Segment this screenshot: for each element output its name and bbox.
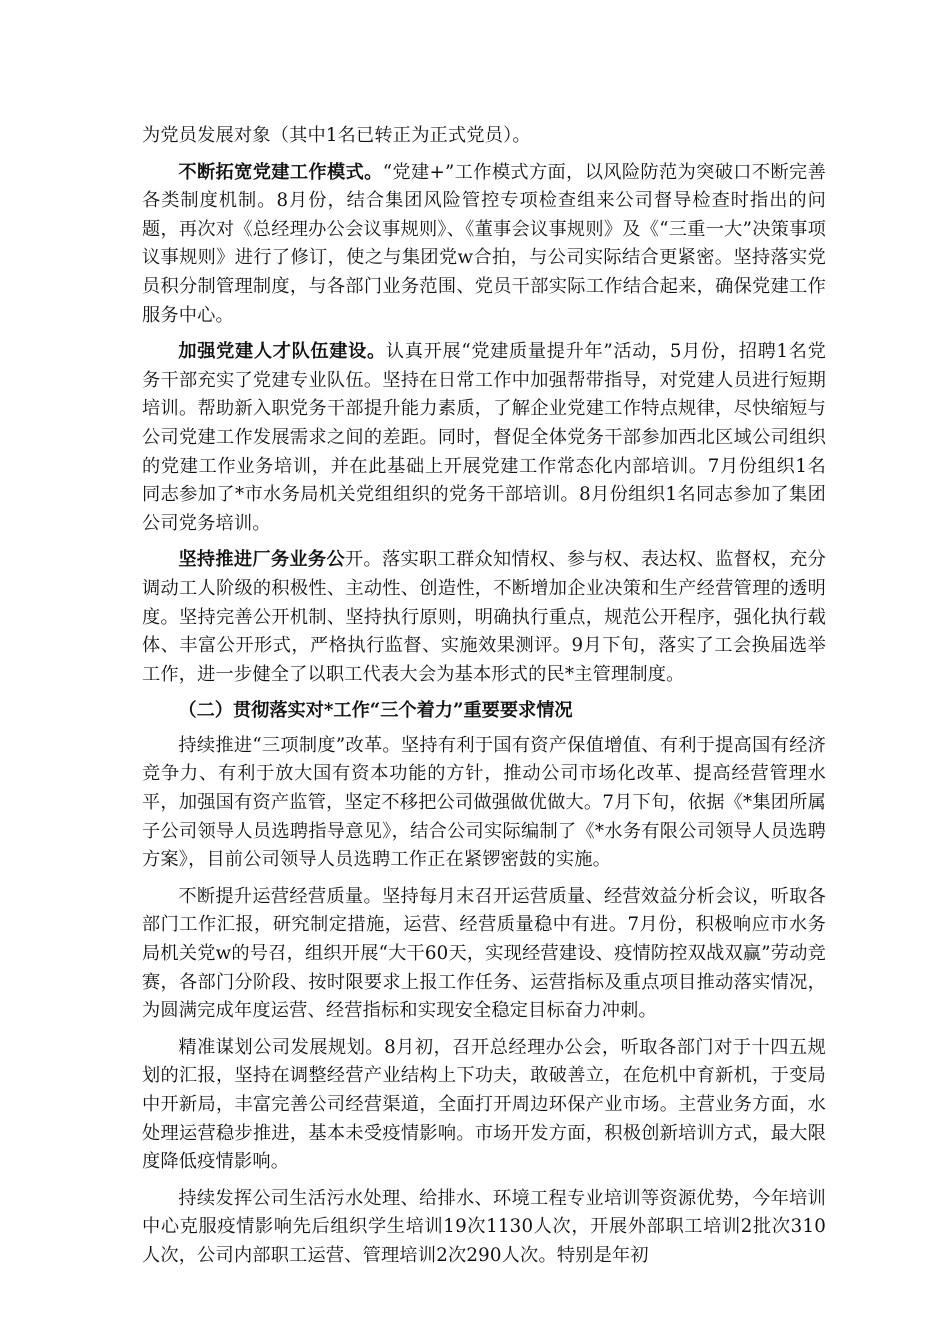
paragraph-lead: 加强党建人才队伍建设。	[178, 341, 386, 363]
paragraph-party-work-mode	[142, 159, 826, 331]
paragraph-party-talent	[142, 338, 826, 538]
paragraph-text: 开。落实职工群众知情权、参与权、表达权、监督权，充分调动工人阶级的积极性、主动性、创造性，不断增加企业决策和生产经营管理的透明度。坚持完善公开机制、坚持执行原则，明确执行重点，规范公开程序，强化执行载体、丰富公开形式，严格执行监督、实施效果测评。9月下旬，落实了工会换届选举工作，进一步健全了以职工代表大会为基本形式的民*主管理制度。	[142, 549, 826, 685]
paragraph-continuation	[142, 122, 826, 151]
paragraph-affairs-disclosure	[142, 546, 826, 689]
paragraph-text: 不断提升运营经营质量。坚持每月末召开运营质量、经营效益分析会议，听取各部门工作汇报，研究制定措施，运营、经营质量稳中有进。7月份，积极响应市水务局机关党w的号召，组织开展“大干60天，实现经营建设、疫情防控双战双赢”劳动竞赛，各部门分阶段、按时限要求上报工作任务、运营指标及重点项目推动落实情况，为圆满完成年度运营、经营指标和实现安全稳定目标奋力冲刺。	[142, 885, 826, 1022]
document-page	[142, 122, 826, 1279]
paragraph-text: 为党员发展对象（其中1名已转正为正式党员）。	[142, 125, 531, 146]
paragraph-operation-quality	[142, 883, 826, 1026]
paragraph-lead: 不断拓宽党建工作模式。	[178, 161, 383, 183]
paragraph-development-plan	[142, 1034, 826, 1177]
paragraph-text: 认真开展“党建质量提升年”活动，5月份，招聘1名党务干部充实了党建专业队伍。坚持在日常工作中加强帮带指导，对党建人员进行短期培训。帮助新入职党务干部提升能力素质，了解企业党建工作特点规律，尽快缩短与公司党建工作发展需求之间的差距。同时，督促全体党务干部参加西北区域公司组织的党建工作业务培训，并在此基础上开展党建工作常态化内部培训。7月份组织1名同志参加了*市水务局机关党组组织的党务干部培训。8月份组织1名同志参加了集团公司党务培训。	[142, 341, 826, 534]
paragraph-training-resources	[142, 1185, 826, 1271]
section-heading: （二）贯彻落实对*工作“三个着力”重要要求情况	[178, 700, 573, 722]
paragraph-lead: 坚持推进厂务业务公	[178, 549, 345, 571]
paragraph-three-systems-reform	[142, 732, 826, 875]
paragraph-text: 精准谋划公司发展规划。8月初，召开总经理办公会，听取各部门对于十四五规划的汇报，坚持在调整经营产业结构上下功夫，敢破善立，在危机中育新机，于变局中开新局，丰富完善公司经营渠道，全面打开周边环保产业市场。主营业务方面，水处理运营稳步推进，基本未受疫情影响。市场开发方面，积极创新培训方式，最大限度降低疫情影响。	[142, 1036, 826, 1173]
paragraph-text: 持续发挥公司生活污水处理、给排水、环境工程专业培训等资源优势，今年培训中心克服疫情影响先后组织学生培训19次1130人次，开展外部职工培训2批次310人次，公司内部职工运营、管理培训2次290人次。特别是年初	[142, 1187, 826, 1266]
paragraph-text: “党建+”工作模式方面，以风险防范为突破口不断完善各类制度机制。8月份，结合集团风险管控专项检查组来公司督导检查时指出的问题，再次对《总经理办公会议事规则》、《董事会议事规则》及《“三重一大”决策事项议事规则》进行了修订，使之与集团党w合拍，与公司实际结合更紧密。坚持落实党员积分制管理制度，与各部门业务范围、党员干部实际工作结合起来，确保党建工作服务中心。	[142, 161, 826, 326]
paragraph-text: 持续推进“三项制度”改革。坚持有利于国有资产保值增值、有利于提高国有经济竞争力、有利于放大国有资本功能的方针，推动公司市场化改革、提高经营管理水平，加强国有资产监管，坚定不移把公司做强做优做大。7月下旬，依据《*集团所属子公司领导人员选聘指导意见》，结合公司实际编制了《*水务有限公司领导人员选聘方案》，目前公司领导人员选聘工作正在紧锣密鼓的实施。	[142, 734, 826, 871]
